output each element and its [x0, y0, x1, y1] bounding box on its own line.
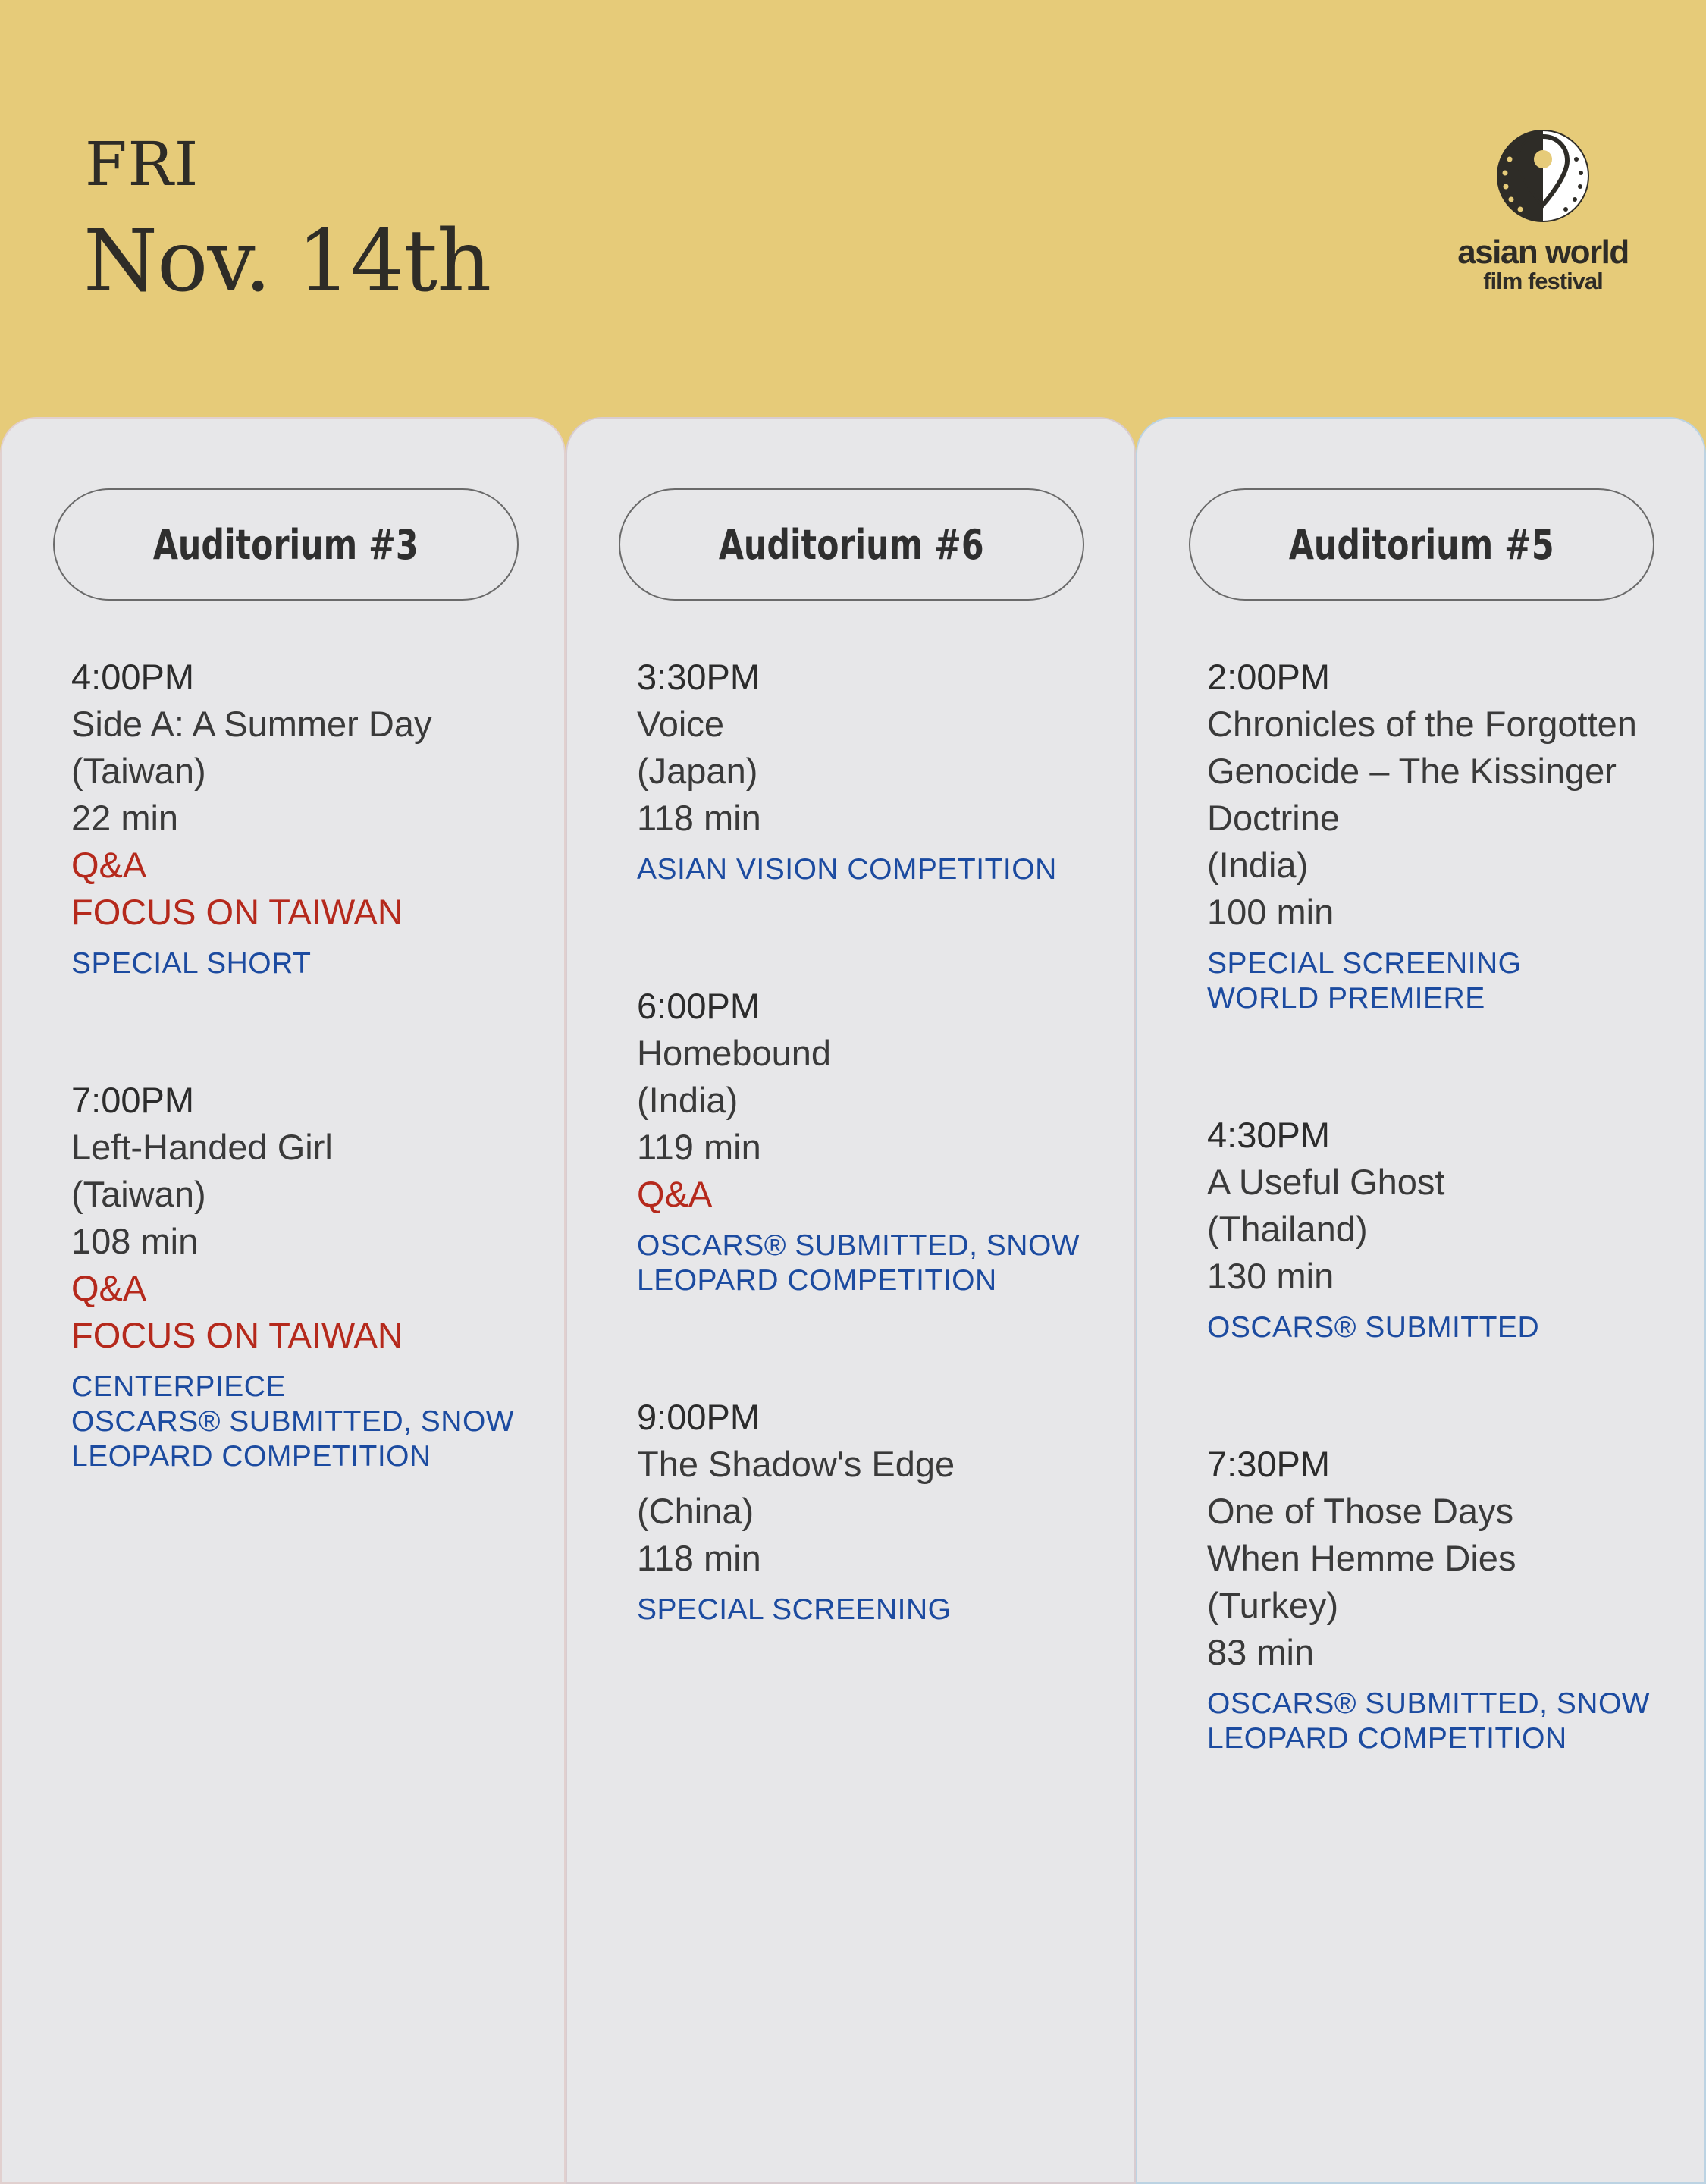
- film-title: The Shadow's Edge: [637, 1444, 955, 1484]
- program-tag: WORLD PREMIERE: [1207, 982, 1485, 1015]
- focus-label: FOCUS ON TAIWAN: [71, 892, 403, 932]
- program-tag: ASIAN VISION COMPETITION: [637, 853, 1057, 886]
- film-title: Genocide – The Kissinger: [1207, 751, 1617, 791]
- auditorium-header: Auditorium #5: [1189, 488, 1654, 601]
- film-duration: 22 min: [71, 798, 179, 838]
- film-title: Doctrine: [1207, 798, 1341, 838]
- film-duration: 119 min: [637, 1127, 761, 1167]
- auditorium-column-6: [566, 417, 1136, 2184]
- film-country: (Japan): [637, 751, 758, 791]
- qa-label: Q&A: [71, 1268, 147, 1308]
- film-title: Chronicles of the Forgotten: [1207, 704, 1637, 744]
- program-tag: CENTERPIECE: [71, 1370, 286, 1403]
- film-duration: 118 min: [637, 1538, 761, 1578]
- screening-entry: [637, 654, 1057, 887]
- qa-label: Q&A: [71, 845, 147, 885]
- film-title: Voice: [637, 704, 724, 744]
- film-duration: 83 min: [1207, 1632, 1315, 1672]
- map-pin-film-reel-icon: [1482, 129, 1604, 228]
- program-tag: LEOPARD COMPETITION: [637, 1264, 997, 1297]
- film-title: Side A: A Summer Day: [71, 704, 432, 744]
- screening-time: 2:00PM: [1207, 657, 1330, 697]
- film-duration: 100 min: [1207, 892, 1334, 932]
- program-tag: OSCARS® SUBMITTED, SNOW: [71, 1405, 515, 1438]
- auditorium-header: Auditorium #6: [619, 488, 1084, 601]
- film-country: (Thailand): [1207, 1209, 1368, 1249]
- screening-entry: [1207, 1441, 1650, 1756]
- screening-entry: [71, 1077, 514, 1474]
- auditorium-column-5: [1136, 417, 1706, 2184]
- screening-time: 7:00PM: [71, 1080, 194, 1120]
- screening-time: 6:00PM: [637, 986, 760, 1026]
- day-label: FRI: [85, 129, 199, 199]
- festival-logo: [1448, 129, 1638, 303]
- film-duration: 130 min: [1207, 1256, 1334, 1296]
- program-tag: SPECIAL SCREENING: [637, 1593, 952, 1626]
- screening-time: 4:00PM: [71, 657, 194, 697]
- program-tag: SPECIAL SCREENING: [1207, 947, 1522, 980]
- screening-entry: [1207, 654, 1637, 1016]
- program-tag: LEOPARD COMPETITION: [1207, 1722, 1567, 1755]
- film-country: (Turkey): [1207, 1585, 1339, 1625]
- date-label: Nov. 14th: [83, 212, 491, 311]
- screening-time: 3:30PM: [637, 657, 760, 697]
- film-country: (Taiwan): [71, 751, 206, 791]
- film-title: One of Those Days: [1207, 1491, 1514, 1531]
- header: [0, 0, 1706, 425]
- screening-entry: [71, 654, 431, 981]
- film-country: (China): [637, 1491, 754, 1531]
- auditorium-column-3: [0, 417, 566, 2184]
- screening-entry: [637, 1394, 955, 1627]
- film-title: Homebound: [637, 1033, 832, 1073]
- program-tag: OSCARS® SUBMITTED, SNOW: [1207, 1687, 1651, 1720]
- qa-label: Q&A: [637, 1174, 713, 1214]
- film-title: A Useful Ghost: [1207, 1162, 1445, 1202]
- logo-text-line2: film festival: [1483, 268, 1603, 294]
- screening-entry: [637, 983, 1080, 1298]
- screening-time: 7:30PM: [1207, 1444, 1330, 1484]
- screening-time: 4:30PM: [1207, 1115, 1330, 1155]
- logo-text-line1: asian world: [1457, 234, 1629, 271]
- film-country: (Taiwan): [71, 1174, 206, 1214]
- auditorium-header: Auditorium #3: [53, 488, 519, 601]
- focus-label: FOCUS ON TAIWAN: [71, 1315, 403, 1355]
- film-title: When Hemme Dies: [1207, 1538, 1516, 1578]
- film-country: (India): [1207, 845, 1309, 885]
- film-duration: 108 min: [71, 1221, 199, 1261]
- program-tag: OSCARS® SUBMITTED: [1207, 1311, 1540, 1344]
- program-tag: OSCARS® SUBMITTED, SNOW: [637, 1229, 1080, 1262]
- program-tag: SPECIAL SHORT: [71, 947, 312, 980]
- film-country: (India): [637, 1080, 739, 1120]
- film-title: Left-Handed Girl: [71, 1127, 333, 1167]
- program-tag: LEOPARD COMPETITION: [71, 1440, 431, 1473]
- film-duration: 118 min: [637, 798, 761, 838]
- screening-entry: [1207, 1112, 1539, 1345]
- screening-time: 9:00PM: [637, 1397, 760, 1437]
